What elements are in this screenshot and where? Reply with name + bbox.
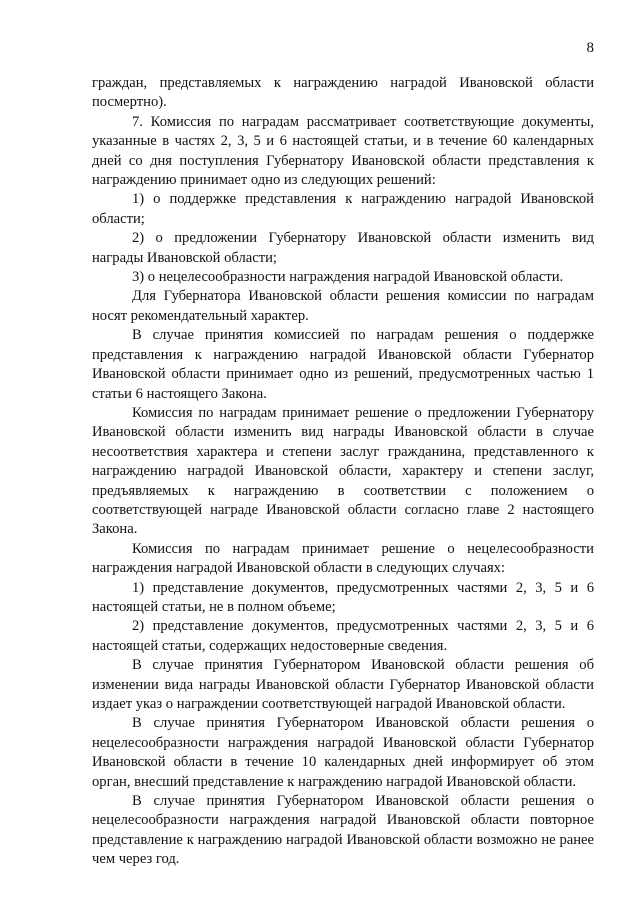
paragraph-change-award: Комиссия по наградам принимает решение о предложении Губернатору Ивановской области изменить вид награды Ивановской области в случае несоответствия характера и степени заслуг гражданина, представленного к награждению наградой Ивановской области, характеру и степени заслуг, предъявляемых к награждению в соответствии с положением о соответствующей награде Ивановской области согласно главе 2 настоящего Закона. xyxy=(92,404,594,538)
paragraph-governor-inform: В случае принятия Губернатором Ивановской области решения о нецелесообразности награждения наградой Ивановской области Губернатор Ивановской области в течение 10 календарных дней информирует об этом орган, внесший представление к награждению наградой Ивановской области. xyxy=(92,715,594,790)
list-item-case-2: 2) представление документов, предусмотренных частями 2, 3, 5 и 6 настоящей статьи, содержащих недостоверные сведения. xyxy=(92,618,594,654)
page-number: 8 xyxy=(586,40,594,56)
list-item-decision-1: 1) о поддержке представления к награждению наградой Ивановской области; xyxy=(92,191,594,227)
paragraph-recommendation: Для Губернатора Ивановской области решения комиссии по наградам носят рекомендательный характер. xyxy=(92,288,594,324)
list-item-decision-3: 3) о нецелесообразности награждения наградой Ивановской области. xyxy=(132,269,564,286)
paragraph-governor-change: В случае принятия Губернатором Ивановской области решения об изменении вида награды Ивановской области Губернатор Ивановской области издает указ о награждении соответствующей наградой Ивановской области. xyxy=(92,657,594,712)
list-item-case-1: 1) представление документов, предусмотренных частями 2, 3, 5 и 6 настоящей статьи, не в полном объеме; xyxy=(92,579,594,615)
paragraph-part-7: 7. Комиссия по наградам рассматривает соответствующие документы, указанные в частях 2, 3, 5 и 6 настоящей статьи, и в течение 60 календарных дней со дня поступления Губернатору Ивановской области представления к награждению принимает одно из следующих решений: xyxy=(92,113,594,189)
list-item-decision-2: 2) о предложении Губернатору Ивановской области изменить вид награды Ивановской области; xyxy=(92,230,594,266)
paragraph-support-decision: В случае принятия комиссией по наградам решения о поддержке представления к награждению наградой Ивановской области Губернатор Ивановской области принимает одно из решений, предусмотренных частью 1 статьи 6 настоящего Закона. xyxy=(92,327,594,402)
document-body xyxy=(92,74,594,870)
paragraph-repeat-submission: В случае принятия Губернатором Ивановской области решения о нецелесообразности награждения наградой Ивановской области повторное представление к награждению наградой Ивановской области возможно не ранее чем через год. xyxy=(92,793,594,868)
paragraph-inexpediency-cases: Комиссия по наградам принимает решение о нецелесообразности награждения наградой Ивановской области в следующих случаях: xyxy=(92,540,594,577)
paragraph-continuation: граждан, представляемых к награждению наградой Ивановской области посмертно). xyxy=(92,75,594,111)
